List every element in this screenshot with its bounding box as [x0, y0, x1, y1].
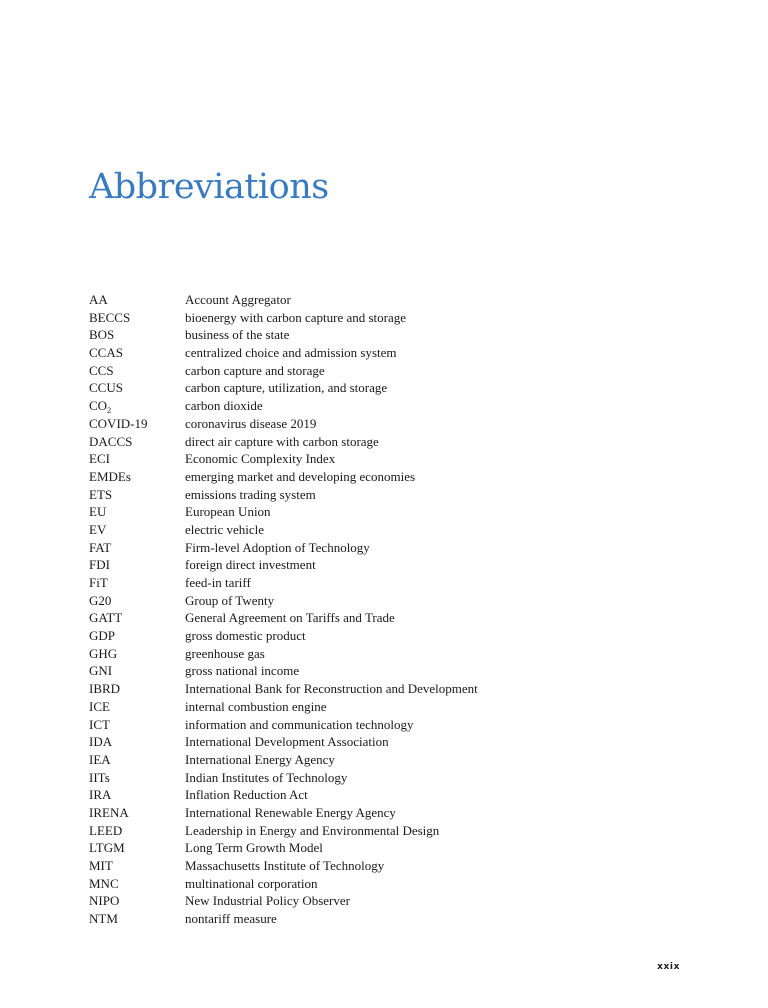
- abbreviation-term-text: ECI: [89, 451, 110, 467]
- abbreviation-definition: feed-in tariff: [185, 575, 251, 590]
- abbreviation-definition: Indian Institutes of Technology: [185, 769, 348, 785]
- abbreviation-term: [89, 291, 185, 309]
- abbreviation-term: [89, 592, 185, 610]
- abbreviation-definition: greenhouse gas: [185, 645, 265, 661]
- abbreviation-row: [89, 379, 478, 397]
- abbreviation-term: [89, 875, 185, 893]
- abbreviation-term-subscript: 2: [107, 406, 112, 416]
- abbreviation-definition: Inflation Reduction Act: [185, 787, 308, 803]
- abbreviation-term: [89, 556, 185, 574]
- abbreviation-term-text: CCAS: [89, 345, 123, 361]
- abbreviation-row: [89, 822, 478, 840]
- abbreviation-definition: gross domestic product: [185, 628, 306, 644]
- abbreviation-definition: International Bank for Reconstruction and Development: [185, 681, 478, 697]
- abbreviation-definition: Account Aggregator: [185, 292, 291, 307]
- abbreviation-term-text: IEA: [89, 751, 111, 767]
- abbreviation-term-text: GDP: [89, 628, 116, 644]
- abbreviation-definition: Group of Twenty: [185, 592, 275, 608]
- abbreviation-row: [89, 592, 478, 610]
- abbreviation-definition: coronavirus disease 2019: [185, 415, 317, 431]
- abbreviation-term-text: NTM: [89, 911, 118, 927]
- abbreviation-term-text: IRA: [89, 787, 112, 803]
- abbreviation-term: [89, 857, 185, 875]
- abbreviation-term-text: ICE: [89, 698, 110, 714]
- abbreviation-definition: carbon capture, utilization, and storage: [185, 380, 388, 396]
- abbreviation-definition: gross national income: [185, 663, 300, 679]
- abbreviation-definition: International Renewable Energy Agency: [185, 804, 396, 820]
- abbreviation-term: [89, 574, 185, 592]
- abbreviation-definition: Economic Complexity Index: [185, 451, 336, 467]
- abbreviation-term-text: CCUS: [89, 380, 123, 396]
- abbreviation-term-text: FAT: [89, 539, 112, 555]
- abbreviation-term-text: IBRD: [89, 681, 121, 697]
- abbreviation-term-text: EV: [89, 521, 107, 537]
- abbreviation-term-text: BOS: [89, 327, 115, 343]
- abbreviation-definition: nontariff measure: [185, 911, 277, 927]
- abbreviation-term: [89, 309, 185, 327]
- abbreviation-term-text: ETS: [89, 486, 113, 502]
- abbreviation-row: [89, 415, 478, 433]
- abbreviation-term: [89, 892, 185, 910]
- abbreviation-definition: General Agreement on Tariffs and Trade: [185, 610, 395, 626]
- abbreviation-definition: European Union: [185, 504, 271, 520]
- abbreviation-term-text: IRENA: [89, 804, 129, 820]
- abbreviation-term: [89, 503, 185, 521]
- abbreviation-row: [89, 574, 478, 592]
- abbreviation-row: [89, 698, 478, 716]
- abbreviation-definition: International Development Association: [185, 734, 389, 750]
- abbreviation-row: [89, 556, 478, 574]
- abbreviation-row: [89, 751, 478, 769]
- abbreviation-definition: carbon capture and storage: [185, 362, 325, 378]
- abbreviation-definition: multinational corporation: [185, 875, 318, 891]
- abbreviation-term: [89, 521, 185, 539]
- abbreviation-row: [89, 804, 478, 822]
- abbreviation-term-text: BECCS: [89, 309, 131, 325]
- abbreviation-term-text: LEED: [89, 822, 123, 838]
- abbreviation-term: [89, 362, 185, 380]
- abbreviation-term: [89, 698, 185, 716]
- abbreviation-row: [89, 344, 478, 362]
- abbreviation-term: [89, 609, 185, 627]
- abbreviation-term: [89, 326, 185, 344]
- abbreviation-definition: foreign direct investment: [185, 557, 316, 573]
- abbreviation-term: [89, 839, 185, 857]
- abbreviation-row: [89, 450, 478, 468]
- abbreviation-term: [89, 751, 185, 769]
- abbreviation-term: [89, 415, 185, 433]
- abbreviation-definition: internal combustion engine: [185, 698, 327, 714]
- abbreviation-row: [89, 839, 478, 857]
- abbreviation-definition: Firm-level Adoption of Technology: [185, 539, 370, 555]
- abbreviation-row: [89, 609, 478, 627]
- abbreviation-row: [89, 433, 478, 451]
- abbreviation-term: [89, 486, 185, 504]
- abbreviation-term: [89, 397, 185, 415]
- abbreviation-row: [89, 662, 478, 680]
- abbreviation-row: [89, 397, 478, 415]
- abbreviation-term: [89, 433, 185, 451]
- abbreviation-row: [89, 362, 478, 380]
- abbreviation-row: [89, 627, 478, 645]
- abbreviation-term-text: LTGM: [89, 840, 125, 856]
- abbreviation-term: [89, 344, 185, 362]
- abbreviation-term-text: AA: [89, 292, 108, 307]
- abbreviation-definition: emerging market and developing economies: [185, 468, 416, 484]
- abbreviation-term-text: FiT: [89, 575, 108, 590]
- abbreviation-term: [89, 910, 185, 928]
- abbreviation-row: [89, 486, 478, 504]
- abbreviation-row: [89, 326, 478, 344]
- abbreviation-term: [89, 662, 185, 680]
- abbreviation-term: [89, 822, 185, 840]
- abbreviation-row: [89, 503, 478, 521]
- abbreviation-term: [89, 804, 185, 822]
- abbreviation-term-text: GNI: [89, 663, 113, 679]
- abbreviation-row: [89, 291, 478, 309]
- abbreviation-term-text: MNC: [89, 875, 119, 891]
- abbreviation-row: [89, 521, 478, 539]
- abbreviation-definition: International Energy Agency: [185, 751, 335, 767]
- abbreviation-list: [89, 291, 478, 928]
- abbreviation-term: [89, 716, 185, 734]
- abbreviation-term: [89, 733, 185, 751]
- abbreviation-row: [89, 645, 478, 663]
- abbreviation-term-text: CO: [89, 398, 108, 414]
- abbreviation-definition: electric vehicle: [185, 521, 265, 537]
- abbreviation-row: [89, 680, 478, 698]
- abbreviation-definition: information and communication technology: [185, 716, 414, 732]
- abbreviation-row: [89, 769, 478, 787]
- abbreviation-term-text: CCS: [89, 362, 114, 378]
- abbreviation-term-text: MIT: [89, 858, 113, 873]
- abbreviation-definition: New Industrial Policy Observer: [185, 893, 350, 909]
- abbreviation-row: [89, 875, 478, 893]
- abbreviation-term-text: EMDEs: [89, 468, 131, 484]
- abbreviation-term: [89, 645, 185, 663]
- abbreviation-term: [89, 786, 185, 804]
- abbreviation-term: [89, 627, 185, 645]
- abbreviation-term: [89, 769, 185, 787]
- abbreviation-row: [89, 786, 478, 804]
- abbreviation-term-text: GATT: [89, 610, 123, 626]
- abbreviation-definition: Leadership in Energy and Environmental Design: [185, 822, 440, 838]
- abbreviation-row: [89, 716, 478, 734]
- page-number: xxix: [657, 962, 680, 972]
- abbreviation-definition: business of the state: [185, 327, 290, 343]
- abbreviation-definition: Massachusetts Institute of Technology: [185, 858, 385, 873]
- page-title: Abbreviations: [89, 167, 329, 207]
- abbreviation-term-text: GHG: [89, 645, 118, 661]
- abbreviation-term: [89, 450, 185, 468]
- abbreviation-term: [89, 680, 185, 698]
- abbreviation-row: [89, 468, 478, 486]
- abbreviation-term: [89, 468, 185, 486]
- abbreviation-term-text: FDI: [89, 557, 110, 573]
- abbreviation-definition: bioenergy with carbon capture and storage: [185, 309, 407, 325]
- abbreviation-term-text: COVID-19: [89, 415, 148, 431]
- abbreviation-term-text: IITs: [89, 769, 110, 785]
- abbreviation-definition: direct air capture with carbon storage: [185, 433, 379, 449]
- abbreviation-row: [89, 539, 478, 557]
- abbreviation-term-text: EU: [89, 504, 107, 520]
- abbreviation-term-text: G20: [89, 592, 112, 608]
- abbreviation-definition: carbon dioxide: [185, 398, 263, 414]
- abbreviation-term-text: IDA: [89, 734, 113, 750]
- abbreviation-term-text: NIPO: [89, 893, 120, 909]
- abbreviation-definition: centralized choice and admission system: [185, 345, 397, 361]
- abbreviation-row: [89, 309, 478, 327]
- abbreviation-term: [89, 379, 185, 397]
- abbreviation-term: [89, 539, 185, 557]
- abbreviation-row: [89, 857, 478, 875]
- abbreviation-row: [89, 910, 478, 928]
- abbreviation-term-text: ICT: [89, 716, 110, 732]
- abbreviation-term-text: DACCS: [89, 433, 133, 449]
- abbreviation-row: [89, 733, 478, 751]
- abbreviation-definition: emissions trading system: [185, 486, 316, 502]
- abbreviation-definition: Long Term Growth Model: [185, 840, 323, 856]
- abbreviation-row: [89, 892, 478, 910]
